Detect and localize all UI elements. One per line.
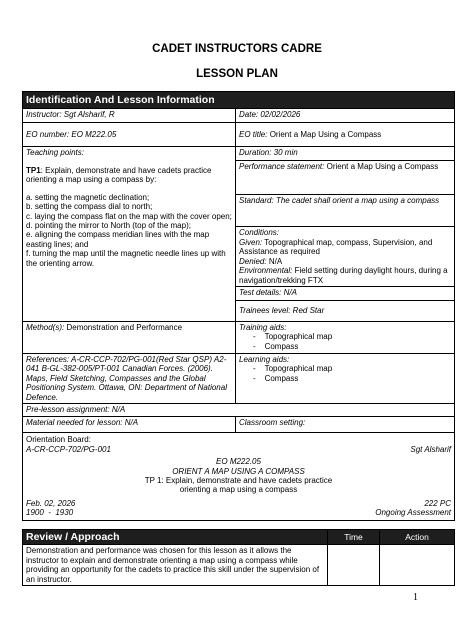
learning-aid-text: Topographical map: [264, 364, 333, 374]
eo-number-cell: EO number: EO M222.05: [23, 123, 236, 147]
environmental-value: Field setting during daylight hours, during a navigation/trekking FTX: [239, 266, 448, 285]
tp1-step: e. aligning the compass meridian lines with the map easting lines; and: [26, 230, 210, 249]
eo-title-cell: [236, 123, 455, 147]
tp1-step: d. pointing the mirror to North (top of the map);: [26, 221, 191, 230]
tp1-step: c. laying the compass flat on the map with the cover open;: [26, 211, 232, 221]
review-text: Demonstration and performance was chosen for this lesson as it allows the instructor to explain and demonstrate orienting a map using a compass while providing an opportunity for the cadets to practice this skill under the supervision of an instructor.: [23, 545, 328, 586]
identification-table: [22, 91, 455, 521]
board-tp1-line2: orienting a map using a compass: [179, 485, 298, 495]
review-header: Review / Approach: [23, 530, 328, 545]
methods-label: Method(s):: [26, 323, 65, 332]
instructor-cell: Instructor: Sgt Alsharif, R: [23, 109, 236, 123]
review-table: [22, 529, 455, 586]
conditions-cell: [236, 227, 455, 287]
teaching-points-cell: [23, 147, 236, 322]
classroom-setting-cell: Classroom setting:: [236, 417, 455, 433]
learning-aid-item: - Topographical map: [253, 364, 333, 374]
given-label: Given:: [239, 237, 263, 247]
training-aid-text: Topographical map: [264, 332, 333, 342]
date-cell: Date: 02/02/2026: [236, 109, 455, 123]
trainees-level-cell: [236, 301, 455, 322]
time-header: Time: [328, 530, 380, 545]
denied-value: N/A: [268, 256, 283, 266]
board-reference: A-CR-CCP-702/PG-001: [26, 444, 111, 454]
training-aid-item: - Topographical map: [253, 332, 333, 342]
denied-label: Denied:: [239, 256, 267, 266]
test-details-cell: Test details: N/A: [236, 287, 455, 301]
board-eo: EO M222.05: [216, 457, 261, 467]
page-number: 1: [413, 592, 418, 603]
conditions-label: Conditions:: [239, 228, 280, 238]
review-time-cell: [328, 545, 380, 586]
duration-cell: Duration: 30 min: [236, 147, 455, 161]
training-aid-item: - Compass: [253, 341, 299, 351]
learning-aids-cell: [236, 354, 455, 404]
learning-aids-label: Learning aids:: [239, 355, 290, 364]
learning-aid-text: Compass: [264, 373, 299, 383]
teaching-points-label: Teaching points:: [26, 148, 84, 158]
action-header: Action: [380, 530, 455, 545]
board-time: 1900 - 1930: [26, 508, 74, 518]
given-value: Topographical map, compass, Supervision, and Assistance as required: [239, 237, 433, 257]
board-room: 222 PC: [424, 498, 451, 508]
board-label: Orientation Board:: [26, 435, 91, 445]
tp1-text: : Explain, demonstrate and have cadets practice orienting a map using a compass by:: [26, 165, 212, 185]
references-cell: References: A-CR-CCP-702/PG-001(Red Star QSP) A2-041 B-GL-382-005/PT-001 Canadian Forces. (2006). Maps, Field Sketching, Compasses and the Global Positioning System. Ottawa, ON: Department of National Defence.: [23, 354, 236, 404]
board-eo-title: ORIENT A MAP USING A COMPASS: [172, 466, 305, 476]
standard-cell: [236, 195, 455, 227]
methods-value: Demonstration and Performance: [66, 323, 183, 332]
tp1-step: f. turning the map until the magnetic needle lines up with the orienting arrow.: [26, 249, 226, 268]
orientation-board: [23, 433, 455, 521]
org-title: CADET INSTRUCTORS CADRE: [152, 43, 322, 55]
material-needed-cell: Material needed for lesson: N/A: [23, 417, 236, 433]
environmental-label: Environmental:: [239, 266, 293, 276]
board-assessment: Ongoing Assessment: [375, 508, 451, 518]
performance-label: Performance statement:: [239, 162, 325, 172]
training-aid-text: Compass: [264, 341, 299, 351]
learning-aid-item: - Compass: [253, 373, 299, 383]
tp1-step: a. setting the magnetic declination;: [26, 192, 150, 202]
performance-value: Orient a Map Using a Compass: [326, 162, 439, 172]
training-aids-label: Training aids:: [239, 323, 287, 332]
doc-title: LESSON PLAN: [196, 68, 278, 80]
tp1-label: TP1: [26, 165, 41, 175]
standard-label: Standard:: [239, 196, 274, 206]
identification-header: Identification And Lesson Information: [23, 92, 455, 109]
review-action-cell: [380, 545, 455, 586]
performance-cell: [236, 161, 455, 195]
tp1-step: b. setting the compass dial to north;: [26, 202, 153, 212]
board-tp1-line1: TP 1: Explain, demonstrate and have cadets practice: [144, 475, 333, 485]
training-aids-cell: [236, 322, 455, 354]
board-date: Feb. 02, 2026: [26, 498, 76, 508]
board-instructor: Sgt Alsharif: [410, 444, 451, 454]
pre-lesson-cell: Pre-lesson assignment: N/A: [23, 404, 455, 417]
trainees-level-value: Red Star: [292, 306, 325, 316]
methods-cell: [23, 322, 236, 354]
standard-value: The cadet shall orient a map using a compass: [275, 196, 440, 206]
eo-title-value: Orient a Map Using a Compass: [269, 130, 382, 140]
trainees-level-label: Trainees level:: [239, 306, 291, 316]
eo-title-label: EO title:: [239, 130, 268, 140]
tp1-intro: [26, 166, 232, 185]
